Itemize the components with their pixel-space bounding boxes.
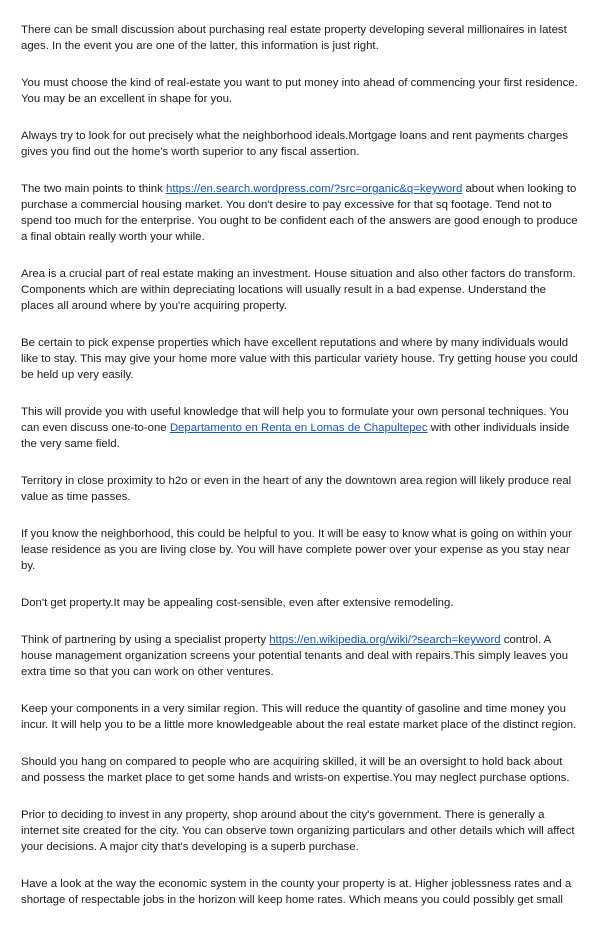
paragraph: Should you hang on compared to people who are acquiring skilled, it will be an oversight to hold back about and possess the market place to get some hands and wrists-on expertise.You may neglect purchase options. bbox=[21, 756, 570, 784]
wordpress-search-link[interactable]: https://en.search.wordpress.com/?src=organic&q=keyword bbox=[166, 183, 463, 195]
paragraph: Have a look at the way the economic system in the county your property is at. Higher joblessness rates and a shortage of respectable jobs in the horizon will keep home rates. Which means you could possibly get small bbox=[21, 878, 572, 906]
paragraph-text: control. A house management organization screens your potential tenants and deal with repairs.This simply leaves you extra time so that you can work on other ventures. bbox=[21, 634, 569, 678]
departamento-link[interactable]: Departamento en Renta en Lomas de Chapultepec bbox=[169, 422, 428, 434]
paragraph: You must choose the kind of real-estate you want to put money into ahead of commencing your first residence. You may be an excellent in shape for you. bbox=[21, 77, 578, 105]
paragraph: Always try to look for out precisely what the neighborhood ideals.Mortgage loans and rent payments charges gives you find out the home's worth superior to any fiscal assertion. bbox=[21, 130, 569, 158]
paragraph: Keep your components in a very similar region. This will reduce the quantity of gasoline and time money you incur. It will help you to be a little more knowledgeable about the real estate market place of the distinct region. bbox=[21, 703, 577, 731]
paragraph: Area is a crucial part of real estate making an investment. House situation and also other factors do transform. Components which are within depreciating locations will usually result in a bad expense. Understand the places all around where by you're acquiring property. bbox=[21, 268, 576, 312]
paragraph: Territory in close proximity to h2o or even in the heart of any the downtown area region will likely produce real value as time passes. bbox=[21, 475, 572, 503]
paragraph: If you know the neighborhood, this could be helpful to you. It will be easy to know what is going on within your lease residence as you are living close by. You will have complete power over your expense as you stay near by. bbox=[21, 528, 572, 572]
paragraph-text: Think of partnering by using a specialist property bbox=[21, 634, 270, 646]
paragraph bbox=[21, 632, 581, 680]
paragraph bbox=[21, 404, 581, 452]
paragraph bbox=[21, 181, 581, 245]
paragraph: Don't get property.It may be appealing cost-sensible, even after extensive remodeling. bbox=[21, 597, 454, 609]
document-page bbox=[21, 22, 581, 929]
paragraph-text: about when looking to purchase a commercial housing market. You don't desire to pay excessive for that sq footage. Tend not to spend too much for the enterprise. You ought to be confident each of the answers are good enough to produce a final obtain really worth your while. bbox=[21, 183, 578, 243]
paragraph: There can be small discussion about purchasing real estate property developing several millionaires in latest ages. In the event you are one of the latter, this information is just right. bbox=[21, 24, 567, 52]
paragraph-text: The two main points to think bbox=[21, 183, 166, 195]
wikipedia-search-link[interactable]: https://en.wikipedia.org/wiki/?search=keyword bbox=[269, 634, 501, 646]
paragraph-text: with other individuals inside the very same field. bbox=[21, 422, 570, 450]
paragraph-text: This will provide you with useful knowledge that will help you to formulate your own personal techniques. You can even discuss one-to-one bbox=[21, 406, 569, 434]
paragraph: Prior to deciding to invest in any property, shop around about the city's government. There is generally a internet site created for the city. You can observe town organizing particulars and other details which will affect your decisions. A major city that's developing is a superb purchase. bbox=[21, 809, 575, 853]
paragraph: Be certain to pick expense properties which have excellent reputations and where by many individuals would like to stay. This may give your home more value with this particular variety house. Try getting house you could be held up very easily. bbox=[21, 337, 578, 381]
